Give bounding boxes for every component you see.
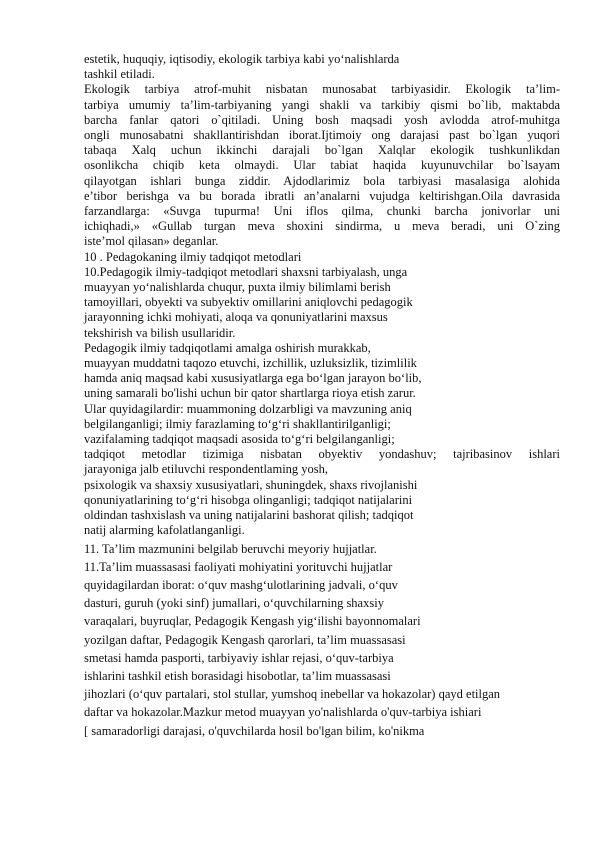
text-line: qilayotgan ishlari bunga ziddir. Ajdodlarimiz bola tarbiyasi masalasiga alohida — [84, 173, 560, 188]
document-page — [84, 52, 560, 739]
text-line: qonuniyatlarining to‘g‘ri hisobga olinganligi; tadqiqot natijalarini — [84, 492, 413, 507]
text-line: ongli munosabatni shakllantirishdan iborat.Ijtimoiy ong darajasi past bo`lgan yuqori — [84, 128, 560, 143]
text-line: yozilgan daftar, Pedagogik Kengash qarorlari, ta’lim muassasasi — [84, 632, 406, 647]
text-line: uning samarali bo'lishi uchun bir qator shartlarga rioya etish zarur. — [84, 386, 416, 401]
text-line: 10.Pedagogik ilmiy-tadqiqot metodlari shaxsni tarbiyalash, unga — [84, 264, 408, 279]
section-heading: 11. Ta’lim mazmunini belgilab beruvchi meyoriy hujjatlar. — [84, 541, 377, 556]
text-line: jarayoniga jalb etiluvchi respondentlaming yosh, — [84, 462, 329, 477]
text-line: Pedagogik ilmiy tadqiqotlami amalga oshirish murakkab, — [84, 340, 371, 355]
text-line: psixologik va shaxsiy xususiyatlari, shuningdek, shaxs rivojlanishi — [84, 477, 418, 492]
text-line: ichiqhadi,» «Gullab turgan meva shoxini sindirma, u meva beradi, uni O`zing — [84, 219, 560, 234]
text-line: vazifalaming tadqiqot maqsadi asosida to‘g‘ri belgilanganligi; — [84, 432, 395, 447]
text-line: daftar va hokazolar.Mazkur metod muayyan yo'nalishlarda o'quv-tarbiya ishiari — [84, 705, 482, 720]
text-line: muayyan yo‘nalishlarda chuqur, puxta ilmiy bilimlami berish — [84, 280, 391, 295]
text-line: natij alarming kafolatlanganligi. — [84, 523, 245, 538]
text-line: [ samaradorligi darajasi, o'quvchilarda hosil bo'lgan bilim, ko'nikma — [84, 723, 425, 738]
text-line: belgilanganligi; ilmiy farazlaming to‘g‘ri shakllantirilganligi; — [84, 416, 391, 431]
section-heading: 10 . Pedagokaning ilmiy tadqiqot metodlari — [84, 249, 302, 264]
text-line: osonlikcha chiqib keta olmaydi. Ular tabiat haqida kuyunuvchilar bo`lsayam — [84, 158, 560, 173]
text-line: e’tibor berishga va bu borada ibratli an’analarni vujudga keltirishgan.Oila davrasida — [84, 188, 560, 203]
text-line: Ekologik tarbiya atrof-muhit nisbatan munosabat tarbiyasidir. Ekologik ta’lim- — [84, 82, 560, 97]
text-line: tarbiya umumiy ta’lim-tarbiyaning yangi shakli va tarkibiy qismi bo`lib, maktabda — [84, 97, 560, 112]
text-line: smetasi hamda pasporti, tarbiyaviy ishlar rejasi, o‘quv-tarbiya — [84, 650, 394, 665]
text-line: Ular quyidagilardir: muammoning dolzarbligi va mavzuning aniq — [84, 401, 412, 416]
text-line: quyidagilardan iborat: o‘quv mashg‘ulotlarining jadvali, o‘quv — [84, 577, 398, 592]
text-line: jihozlari (o‘quv partalari, stol stullar, yumshoq inebellar va hokazolar) qayd etilgan — [84, 687, 501, 702]
text-line: dasturi, guruh (yoki sinf) jumallari, o‘quvchilarning shaxsiy — [84, 596, 384, 611]
text-line: farzandlarga: «Suvga tupurma! Uni iflos qilma, chunki barcha jonivorlar uni — [84, 204, 560, 219]
text-line: tashkil etiladi. — [84, 67, 155, 82]
text-line: tabaqa Xalq uchun ikkinchi darajali bo`lgan Xalqlar ekologik tushkunlikdan — [84, 143, 560, 158]
watermark-mark: ​ — [6, 167, 54, 235]
text-line: varaqalari, buyruqlar, Pedagogik Kengash yig‘ilishi bayonnomalari — [84, 614, 421, 629]
text-line: tamoyillari, obyekti va subyektiv omillarini aniqlovchi pedagogik — [84, 295, 413, 310]
text-line: 11.Ta’lim muassasasi faoliyati mohiyatini yorituvchi hujjatlar — [84, 559, 393, 574]
text-line: tadqiqot metodlar tizimiga nisbatan obyektiv yondashuv; tajribasinov ishlari — [84, 447, 560, 462]
text-line: ishlarini tashkil etish borasidagi hisobotlar, ta’lim muassasasi — [84, 668, 391, 683]
text-line: muayyan muddatni taqozo etuvchi, izchillik, uzluksizlik, tizimlilik — [84, 356, 417, 371]
text-line: iste’mol qilasan» deganlar. — [84, 234, 219, 249]
text-line: jarayonning ichki mohiyati, aloqa va qonuniyatlarini maxsus — [84, 310, 388, 325]
text-line: estetik, huquqiy, iqtisodiy, ekologik tarbiya kabi yo‘nalishlarda — [84, 52, 400, 66]
text-line: hamda aniq maqsad kabi xususiyatlarga ega bo‘lgan jarayon bo‘lib, — [84, 371, 422, 386]
text-line: oldindan tashxislash va uning natijalarini bashorat qilish; tadqiqot — [84, 508, 414, 523]
text-line: tekshirish va bilish usullaridir. — [84, 325, 236, 340]
text-line: barcha fanlar qatori o`qitiladi. Uning bosh maqsadi yosh avlodda atrof-muhitga — [84, 112, 560, 127]
